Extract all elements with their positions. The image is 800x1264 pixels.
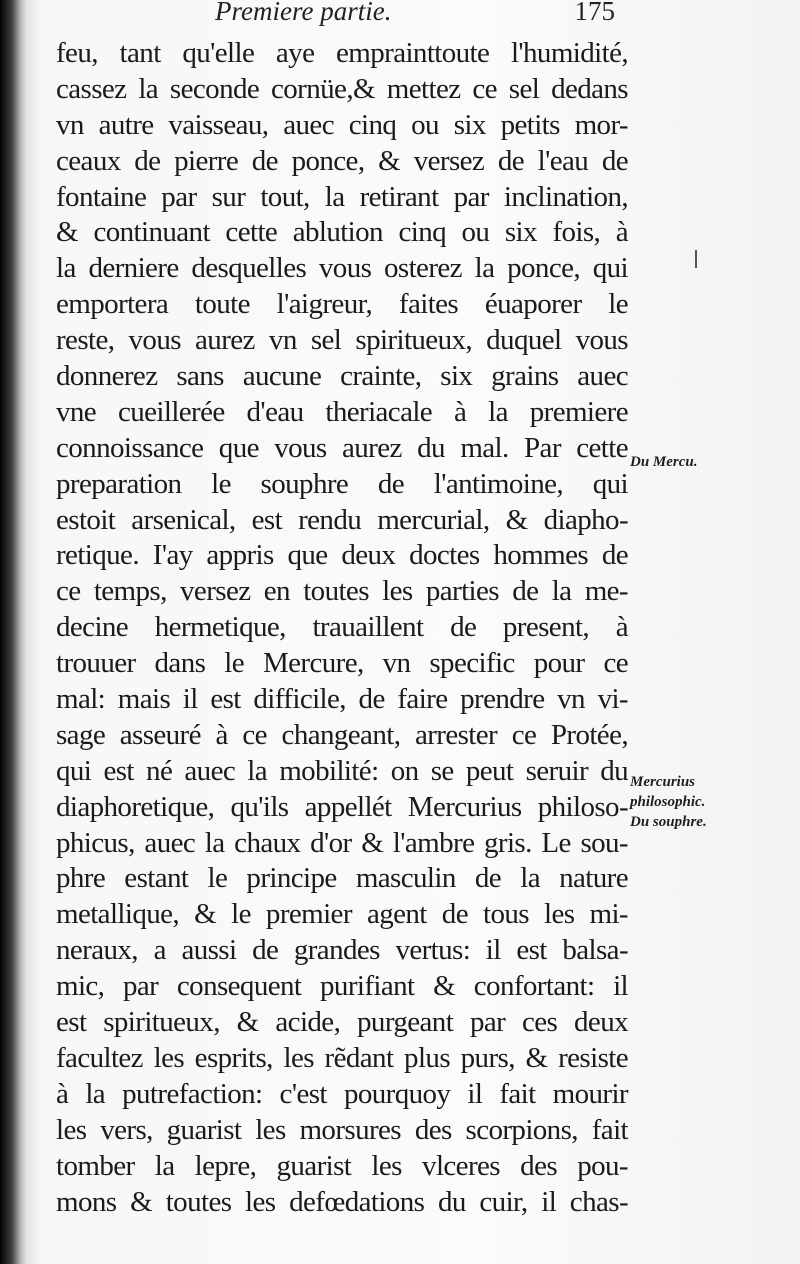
text-line: donnerez sans aucune crainte, six grains auec bbox=[56, 360, 628, 393]
text-line: ce temps, versez en toutes les parties de la me- bbox=[56, 575, 628, 608]
text-line: feu, tant qu'elle aye emprainttoute l'humidité, bbox=[56, 37, 628, 69]
text-line: tomber la lepre, guarist les vlceres des pou- bbox=[56, 1149, 628, 1182]
text-line: fontaine par sur tout, la retirant par inclination, bbox=[56, 180, 628, 213]
text-line: reste, vous aurez vn sel spiritueux, duquel vous bbox=[56, 324, 628, 357]
margin-note-text: philosophic. bbox=[630, 794, 706, 810]
text-line: ceaux de pierre de ponce, & versez de l'eau de bbox=[56, 144, 628, 177]
text-line: mal: mais il est difficile, de faire prendre vn vi- bbox=[56, 683, 628, 716]
text-line: mons & toutes les defœdations du cuir, il chas- bbox=[56, 1185, 628, 1218]
binding-shadow bbox=[0, 0, 26, 1264]
text-line: qui est né auec la mobilité: on se peut seruir du bbox=[56, 754, 628, 787]
text-line: retique. I'ay appris que deux doctes hommes de bbox=[56, 539, 628, 572]
text-line: les vers, guarist les morsures des scorpions, fait bbox=[56, 1113, 628, 1146]
text-line: estoit arsenical, est rendu mercurial, & diapho- bbox=[56, 503, 628, 536]
text-line: trouuer dans le Mercure, vn specific pour ce bbox=[56, 647, 628, 680]
text-line: vn autre vaisseau, auec cinq ou six petits mor- bbox=[56, 108, 628, 141]
page-number: 175 bbox=[574, 0, 615, 26]
text-line: decine hermetique, trauaillent de present, à bbox=[56, 611, 628, 644]
margin-note-souphre: Du souphre. bbox=[630, 814, 707, 830]
text-line: connoissance que vous aurez du mal. Par cette bbox=[56, 431, 628, 464]
text-line: metallique, & le premier agent de tous les mi- bbox=[56, 898, 628, 931]
margin-note-mercure bbox=[630, 452, 790, 472]
text-line: & continuant cette ablution cinq ou six fois, à bbox=[56, 216, 628, 249]
body-text bbox=[56, 36, 628, 1220]
text-line: diaphoretique, qu'ils appellét Mercurius philoso- bbox=[56, 790, 628, 823]
text-line: preparation le souphre de l'antimoine, qui bbox=[56, 467, 628, 500]
text-line: phicus, auec la chaux d'or & l'ambre gris. Le sou- bbox=[56, 826, 628, 859]
margin-note-mercurius bbox=[630, 772, 790, 832]
margin-note-text: Du Mercu. bbox=[630, 454, 698, 470]
margin-note-text: Mercurius bbox=[630, 774, 696, 790]
text-line: cassez la seconde cornüe,& mettez ce sel dedans bbox=[56, 72, 628, 105]
text-line: vne cueillerée d'eau theriacale à la premiere bbox=[56, 395, 628, 428]
running-title: Premiere partie. bbox=[215, 0, 392, 26]
text-line: mic, par consequent purifiant & confortant: il bbox=[56, 970, 628, 1003]
margin-mark bbox=[695, 250, 697, 268]
running-header bbox=[215, 0, 615, 26]
text-line: neraux, a aussi de grandes vertus: il est balsa- bbox=[56, 934, 628, 967]
text-line: emportera toute l'aigreur, faites éuaporer le bbox=[56, 288, 628, 321]
text-line: sage asseuré à ce changeant, arrester ce Protée, bbox=[56, 718, 628, 751]
text-line: phre estant le principe masculin de la nature bbox=[56, 862, 628, 895]
text-line: à la putrefaction: c'est pourquoy il fait mourir bbox=[56, 1077, 628, 1110]
text-line: la derniere desquelles vous osterez la ponce, qui bbox=[56, 252, 628, 285]
text-line: est spiritueux, & acide, purgeant par ces deux bbox=[56, 1006, 628, 1039]
text-line: facultez les esprits, les rẽdant plus purs, & resiste bbox=[56, 1041, 628, 1074]
